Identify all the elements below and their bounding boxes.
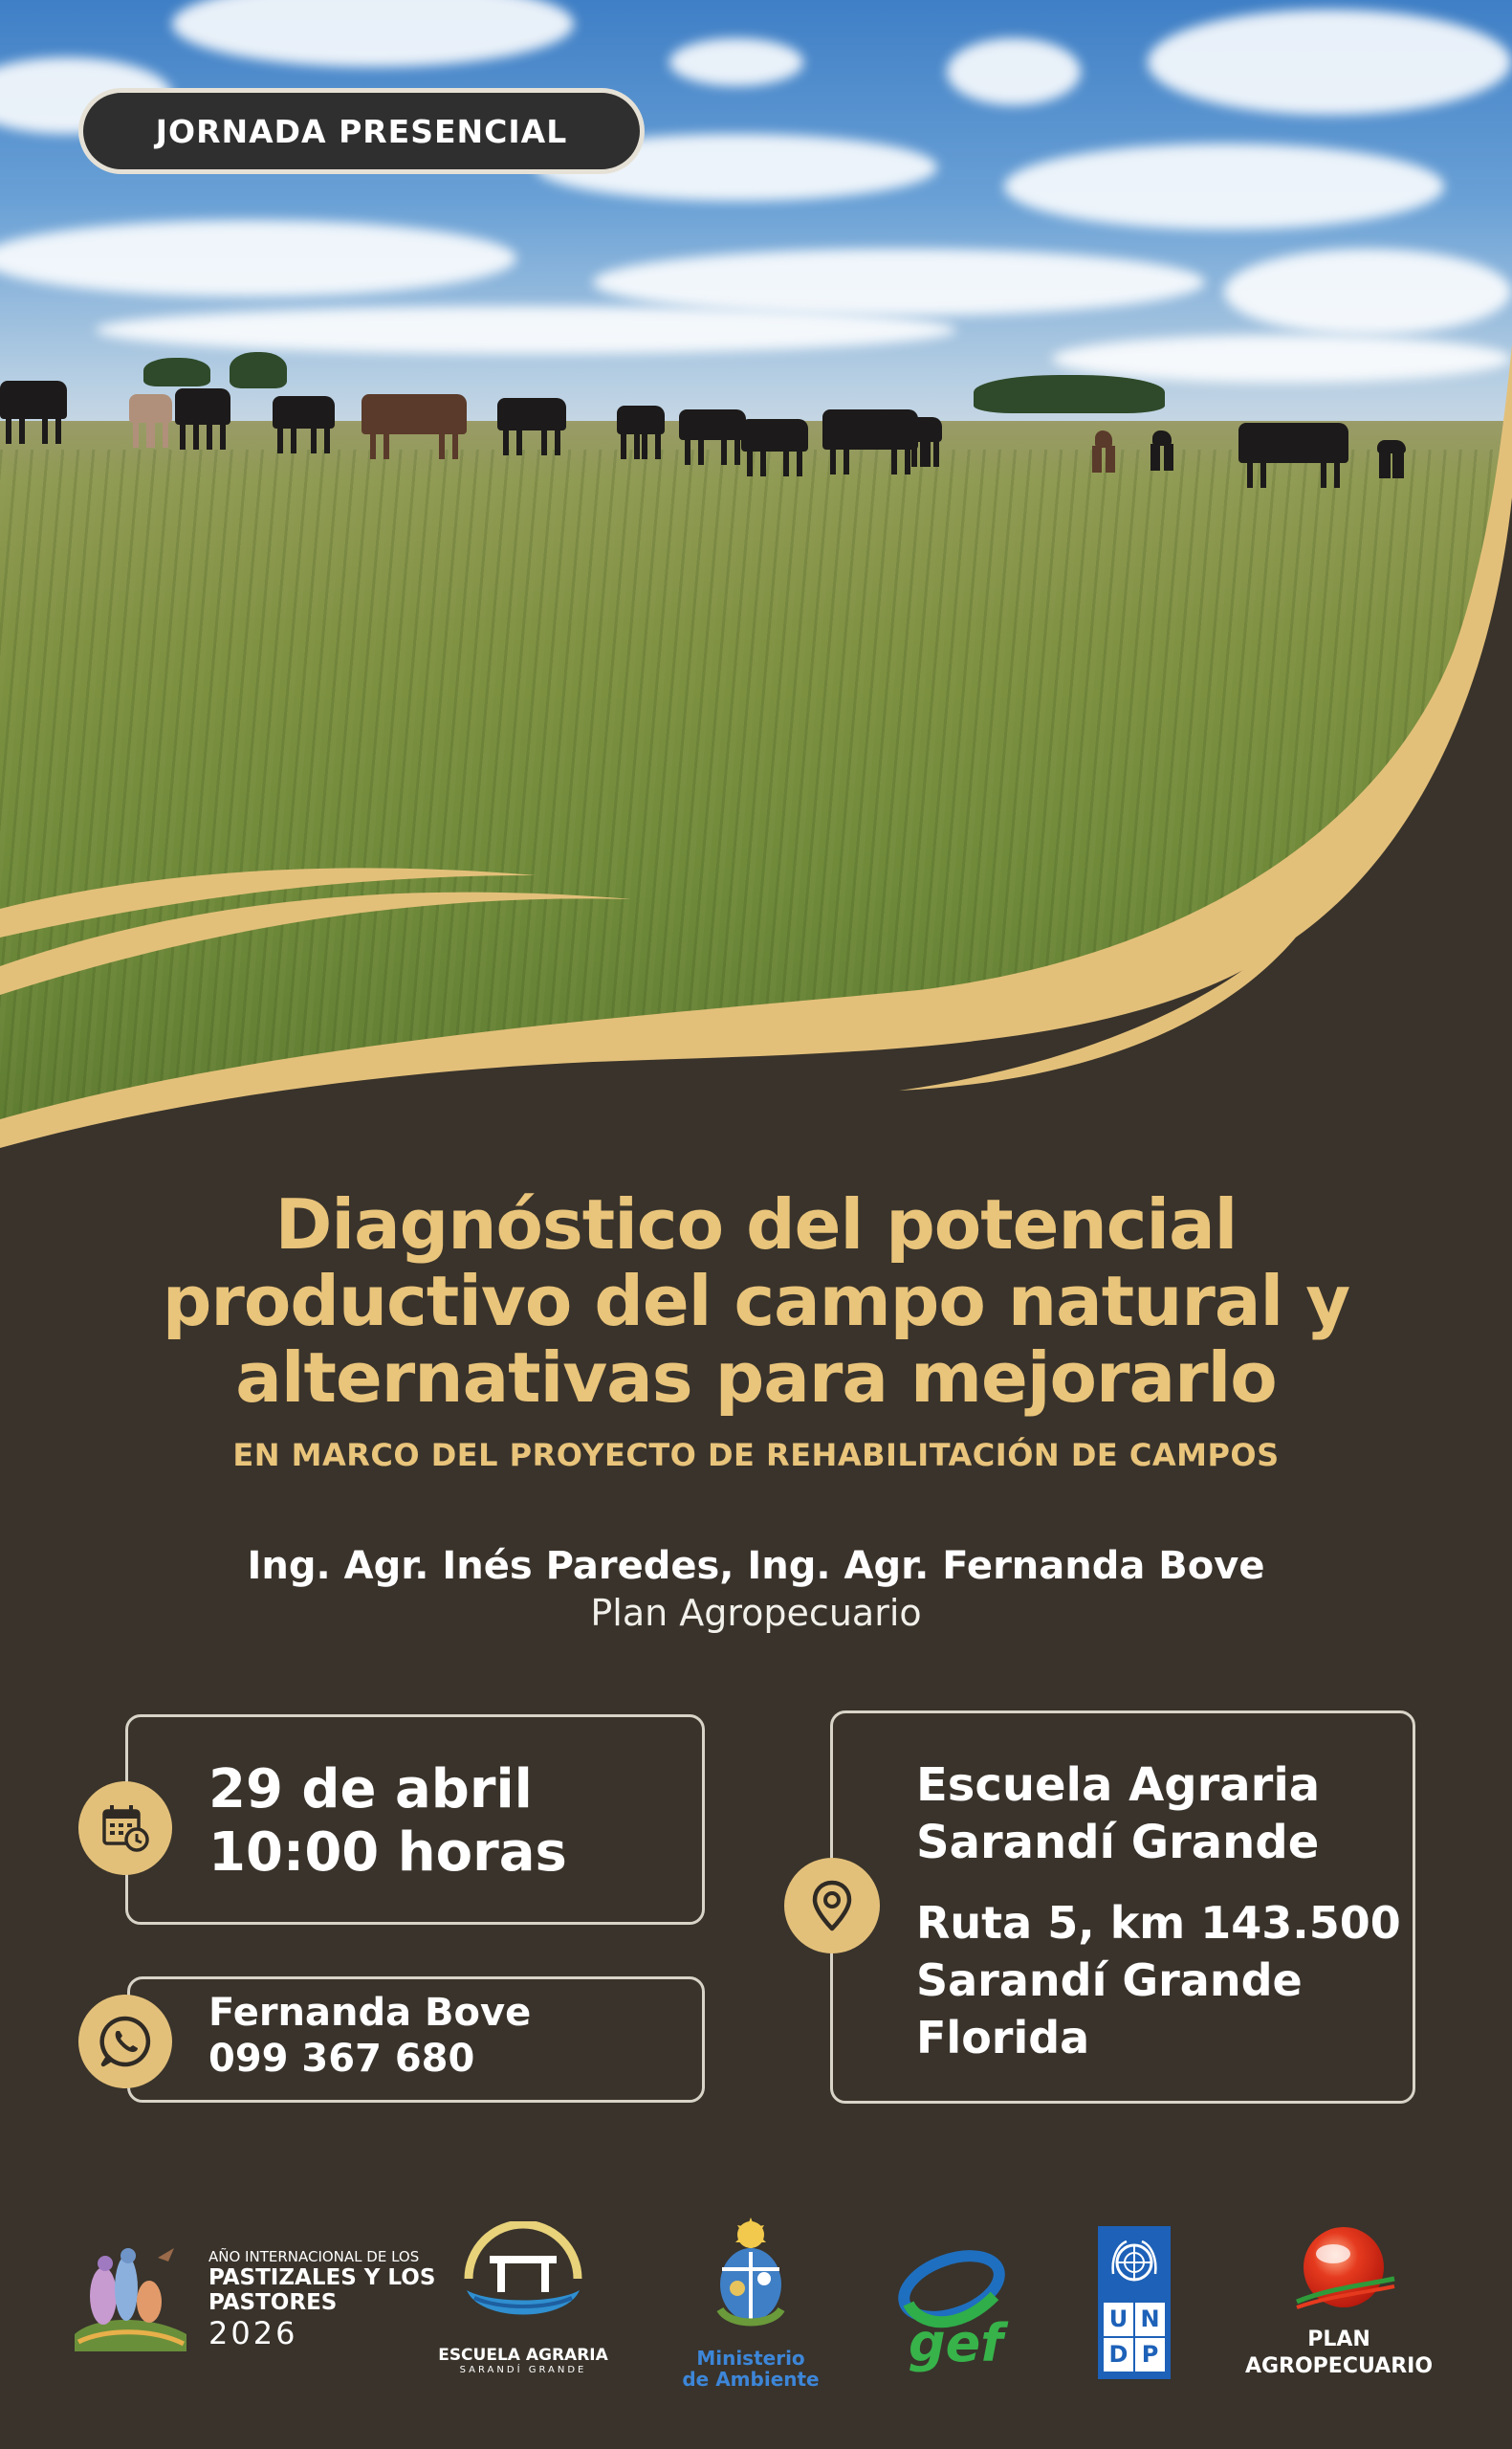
title-line-2: productivo del campo natural y (162, 1261, 1350, 1341)
undp-letter-grid: U N D P (1104, 2303, 1165, 2372)
event-time: 10:00 horas (208, 1821, 567, 1884)
venue-name-line-1: Escuela Agraria (916, 1758, 1321, 1812)
whatsapp-icon (78, 1995, 172, 2088)
calendar-clock-icon (78, 1781, 172, 1875)
pastizales-logo-text: AÑO INTERNACIONAL DE LOS PASTIZALES Y LOS PASTORES 2026 (208, 2248, 436, 2351)
organization: Plan Agropecuario (590, 1592, 922, 1634)
ministerio-ambiente-logo (701, 2214, 800, 2348)
date-time-text (208, 1758, 567, 1885)
plan-agropecuario-logo (1291, 2221, 1396, 2327)
title-line-1: Diagnóstico del potencial (274, 1184, 1238, 1265)
contact-phone[interactable]: 099 367 680 (208, 2037, 475, 2081)
escuela-agraria-logo (461, 2221, 585, 2336)
venue-name-line-2: Sarandí Grande (916, 1816, 1320, 1869)
address-line-3: Florida (916, 2012, 1090, 2063)
gold-swoosh (0, 0, 1512, 1177)
event-title (57, 1186, 1455, 1416)
title-line-3: alternativas para mejorarlo (235, 1337, 1277, 1418)
pasture-photo (0, 0, 1512, 1177)
location-pin-icon (784, 1858, 880, 1953)
venue-name (916, 1756, 1320, 1871)
event-subtitle: EN MARCO DEL PROYECTO DE REHABILITACIÓN DE CAMPOS (232, 1437, 1280, 1473)
ministerio-logo-text: Ministerio de Ambiente (682, 2347, 820, 2391)
event-type-badge: JORNADA PRESENCIAL (78, 88, 645, 174)
undp-logo (1098, 2226, 1171, 2379)
pastizales-logo (67, 2239, 191, 2363)
un-emblem-icon (1107, 2236, 1161, 2289)
speakers: Ing. Agr. Inés Paredes, Ing. Agr. Fernanda Bove (247, 1544, 1265, 1588)
gef-logo-text: gef (909, 2313, 1003, 2373)
venue-address (916, 1894, 1401, 2066)
event-date: 29 de abril (208, 1758, 533, 1820)
address-line-1: Ruta 5, km 143.500 (916, 1897, 1401, 1949)
escuela-agraria-logo-text: ESCUELA AGRARIA SARANDÍ GRANDE (438, 2346, 608, 2375)
contact-name: Fernanda Bove (208, 1991, 532, 2035)
address-line-2: Sarandí Grande (916, 1954, 1303, 2006)
contact-text (208, 1990, 531, 2082)
plan-agropecuario-logo-text: PLAN AGROPECUARIO (1244, 2328, 1434, 2378)
